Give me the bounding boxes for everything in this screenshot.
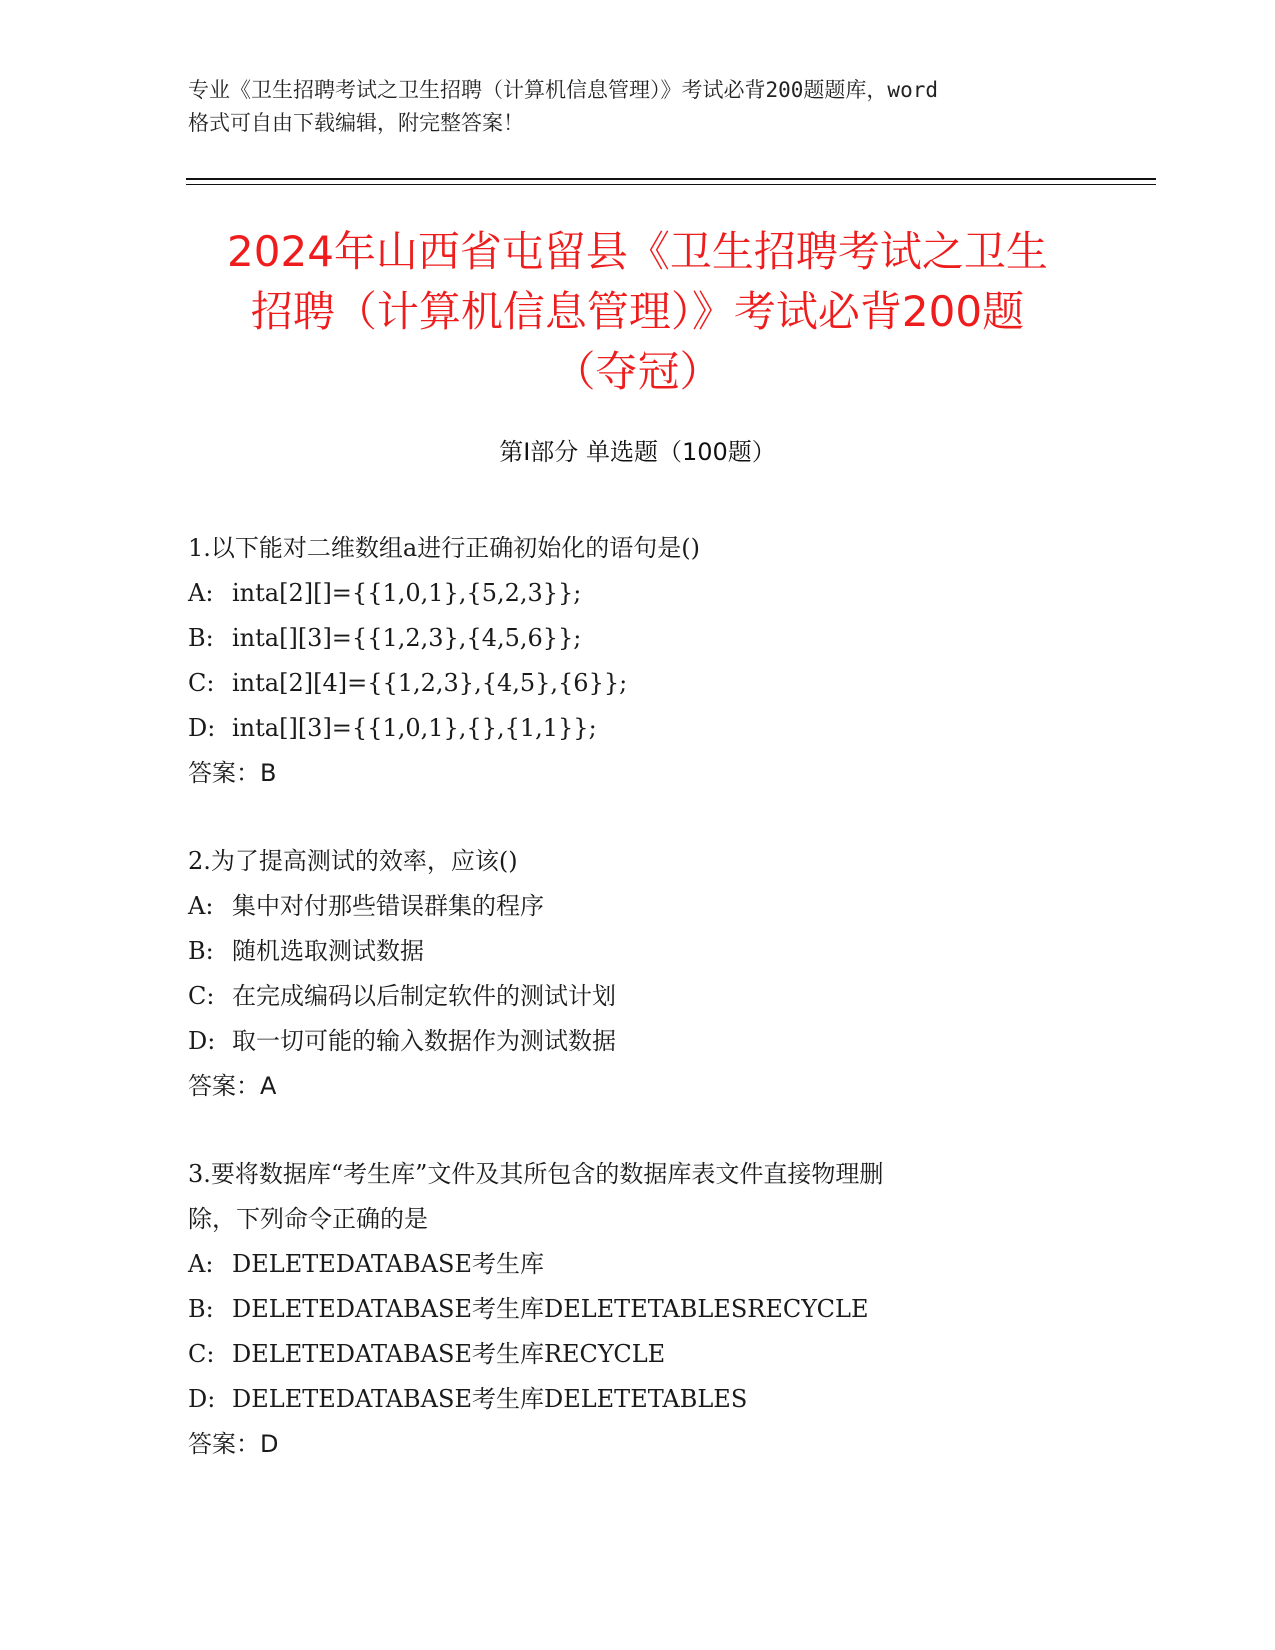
header-note (188, 74, 1088, 140)
option-c (188, 1332, 1088, 1377)
option-letter: B: (188, 624, 214, 652)
option-letter: D: (188, 1027, 216, 1055)
question-stem: 1.以下能对二维数组a进行正确初始化的语句是() (188, 534, 700, 562)
option-letter: A: (188, 1250, 214, 1278)
option-c (188, 661, 1088, 706)
option-a (188, 571, 1088, 616)
option-text: inta[][3]={{1,0,1},{},{1,1}}; (232, 714, 597, 742)
question-stem: 2.为了提高测试的效率，应该() (188, 847, 518, 875)
option-letter: A: (188, 579, 214, 607)
option-letter: B: (188, 937, 214, 965)
document-title (160, 222, 1115, 402)
option-letter: D: (188, 1385, 216, 1413)
title-line-1: 2024年山西省屯留县《卫生招聘考试之卫生 (227, 227, 1048, 276)
option-c (188, 974, 1088, 1019)
option-a (188, 884, 1088, 929)
option-text: 在完成编码以后制定软件的测试计划 (232, 982, 616, 1010)
option-text: 取一切可能的输入数据作为测试数据 (232, 1027, 616, 1055)
option-letter: C: (188, 982, 215, 1010)
option-letter: C: (188, 669, 215, 697)
option-b (188, 616, 1088, 661)
option-text: inta[][3]={{1,2,3},{4,5,6}}; (232, 624, 582, 652)
question-3 (188, 1152, 1088, 1467)
question-stem-continued: 除，下列命令正确的是 (188, 1205, 428, 1233)
option-a (188, 1242, 1088, 1287)
answer-line: 答案：B (188, 759, 277, 787)
title-line-3: （夺冠） (553, 347, 722, 396)
option-text: 集中对付那些错误群集的程序 (232, 892, 544, 920)
answer-line: 答案：D (188, 1430, 279, 1458)
option-letter: C: (188, 1340, 215, 1368)
option-text: DELETEDATABASE考生库 (232, 1250, 544, 1278)
option-text: inta[2][]={{1,0,1},{5,2,3}}; (232, 579, 582, 607)
header-note-line-1: 专业《卫生招聘考试之卫生招聘（计算机信息管理）》考试必背200题题库，word (188, 78, 938, 102)
option-text: inta[2][4]={{1,2,3},{4,5},{6}}; (232, 669, 628, 697)
question-list (188, 526, 1088, 1510)
question-stem: 3.要将数据库“考生库”文件及其所包含的数据库表文件直接物理删 (188, 1160, 884, 1188)
option-text: DELETEDATABASE考生库DELETETABLESRECYCLE (232, 1295, 869, 1323)
option-d (188, 1019, 1088, 1064)
answer-line: 答案：A (188, 1072, 277, 1100)
option-d (188, 1377, 1088, 1422)
option-text: 随机选取测试数据 (232, 937, 424, 965)
option-letter: A: (188, 892, 214, 920)
option-d (188, 706, 1088, 751)
title-line-2: 招聘（计算机信息管理）》考试必背200题 (250, 287, 1025, 336)
question-1 (188, 526, 1088, 796)
option-letter: B: (188, 1295, 214, 1323)
question-2 (188, 839, 1088, 1109)
header-divider-thick (186, 178, 1156, 180)
option-text: DELETEDATABASE考生库DELETETABLES (232, 1385, 748, 1413)
header-note-line-2: 格式可自由下载编辑，附完整答案！ (188, 111, 524, 135)
header-divider-thin (186, 184, 1156, 185)
section-title: 第I部分 单选题（100题） (499, 438, 776, 466)
option-text: DELETEDATABASE考生库RECYCLE (232, 1340, 666, 1368)
option-b (188, 929, 1088, 974)
option-letter: D: (188, 714, 216, 742)
option-b (188, 1287, 1088, 1332)
